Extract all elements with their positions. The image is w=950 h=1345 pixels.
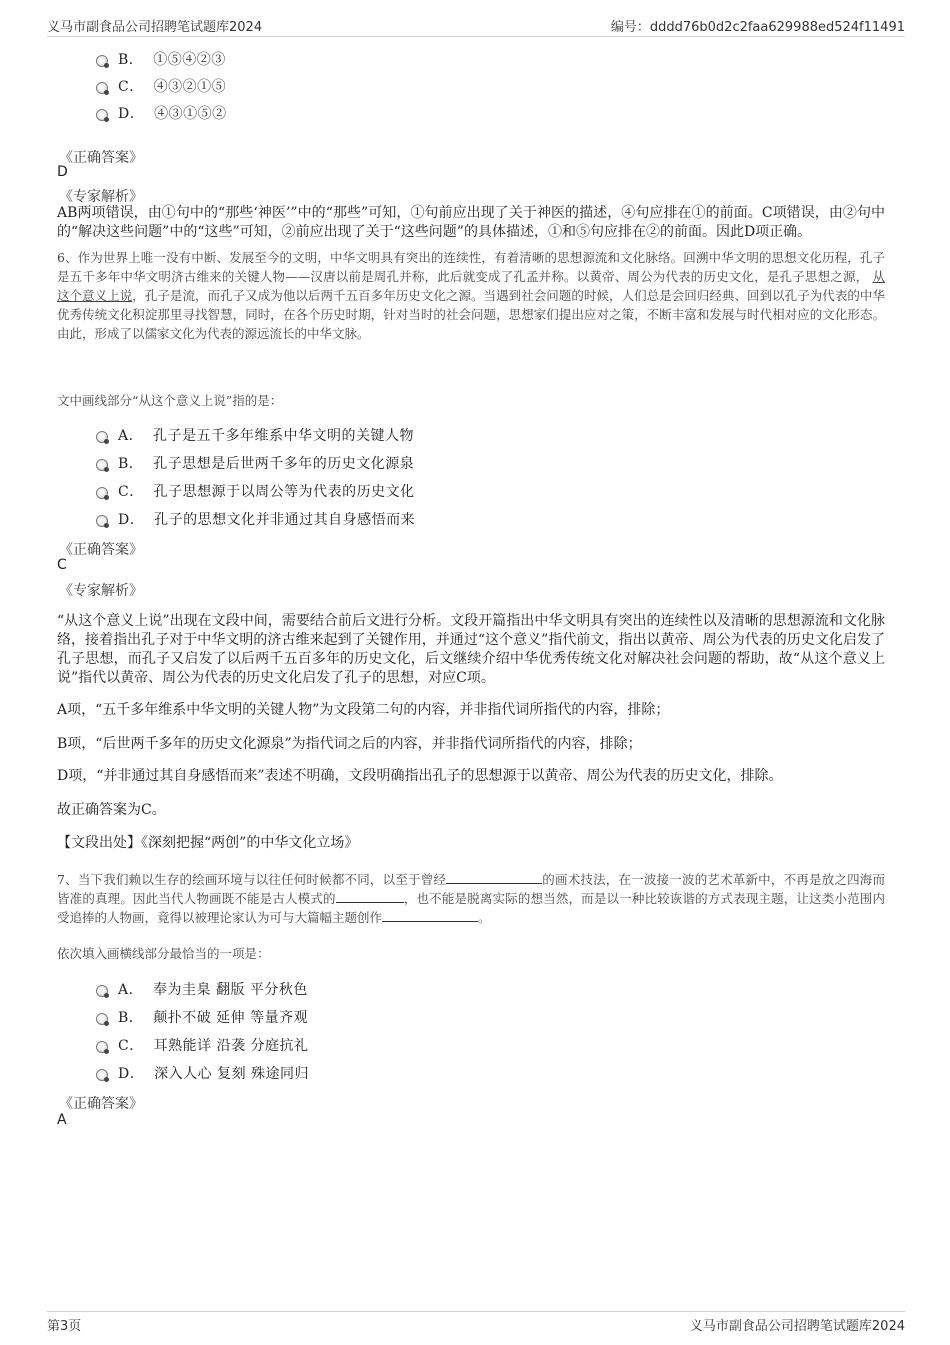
q5-analysis-label: 《专家解析》 bbox=[59, 189, 143, 205]
q6-analysis-main: “从这个意义上说”出现在文段中间，需要结合前后文进行分析。文段开篇指出中华文明具有突出的连续性以及清晰的思想源流和文化脉络，接着指出孔子对于中华文明的济古维来起到了关键作用，并通过“这个意义”指代前文，指出以黄帝、周公为代表的历史文化启发了孔子思想，而孔子又启发了以后两千五百多年的历史文化，后文继续介绍中华优秀传统文化对解决社会问题的帮助，故“从这个意义上说”指代以黄帝、周公为代表的历史文化启发了孔子的思想，对应C项。 bbox=[57, 613, 885, 686]
radio-icon[interactable] bbox=[96, 82, 108, 94]
radio-icon[interactable] bbox=[96, 431, 108, 443]
footer-page-number: 第3页 bbox=[47, 1319, 82, 1334]
q5-answer-label: 《正确答案》 bbox=[59, 150, 143, 166]
page-header bbox=[47, 14, 905, 37]
q5-answer: D bbox=[57, 164, 68, 180]
blank-3[interactable] bbox=[382, 909, 478, 922]
q6-analysis-conclusion: 故正确答案为C。 bbox=[57, 802, 166, 818]
page-footer bbox=[47, 1311, 905, 1334]
q6-answer-label: 《正确答案》 bbox=[59, 542, 143, 558]
q7-answer-label: 《正确答案》 bbox=[59, 1096, 143, 1112]
q6-analysis-a: A项，“五千多年维系中华文明的关键人物”为文段第二句的内容，并非指代词所指代的内容，排除； bbox=[57, 702, 670, 718]
q6-prompt: 文中画线部分“从这个意义上说”指的是： bbox=[57, 393, 283, 408]
q6-analysis-d: D项，“并非通过其自身感悟而来”表述不明确，文段明确指出孔子的思想源于以黄帝、周公为代表的历史文化，排除。 bbox=[57, 768, 783, 784]
blank-1[interactable] bbox=[446, 871, 542, 884]
radio-icon[interactable] bbox=[96, 985, 108, 997]
radio-icon[interactable] bbox=[96, 55, 108, 67]
radio-icon[interactable] bbox=[96, 1013, 108, 1025]
header-code: 编号：dddd76b0d2c2faa629988ed524f11491 bbox=[610, 20, 905, 35]
radio-icon[interactable] bbox=[96, 1041, 108, 1053]
radio-icon[interactable] bbox=[96, 487, 108, 499]
q6-analysis-b: B项，“后世两千多年的历史文化源泉”为指代词之后的内容，并非指代词所指代的内容，排除； bbox=[57, 736, 642, 752]
header-title: 义马市副食品公司招聘笔试题库2024 bbox=[47, 20, 263, 35]
q6-analysis-label: 《专家解析》 bbox=[59, 583, 143, 599]
q7-prompt: 依次填入画横线部分最恰当的一项是： bbox=[57, 946, 270, 961]
footer-title: 义马市副食品公司招聘笔试题库2024 bbox=[689, 1319, 905, 1334]
q6-stem: 6、作为世界上唯一没有中断、发展至今的文明，中华文明具有突出的连续性，有着清晰的思想源流和文化脉络。回溯中华文明的思想文化历程，孔子是五千多年中华文明济古维来的关键人物——汉唐以前是周孔并称，此后就变成了孔孟并称。以黄帝、周公为代表的历史文化，是孔子思想之源， 从这个意义上说，孔子是流，而孔子又成为他以后两千五百多年历史文化之源。当遇到社会问题的时候，人们总是会回归经典、回到以孔子为代表的中华优秀传统文化积淀那里寻找智慧，同时，在各个历史时期，针对当时的社会问题，思想家们提出应对之策，不断丰富和发展与时代相对应的文化形态。由此，形成了以儒家文化为代表的源远流长的中华文脉。 bbox=[57, 250, 885, 341]
radio-icon[interactable] bbox=[96, 109, 108, 121]
q7-answer: A bbox=[57, 1112, 67, 1128]
radio-icon[interactable] bbox=[96, 515, 108, 527]
q6-source: 【文段出处】《深刻把握“两创”的中华文化立场》 bbox=[57, 835, 359, 851]
radio-icon[interactable] bbox=[96, 459, 108, 471]
radio-icon[interactable] bbox=[96, 1069, 108, 1081]
q6-underlined-phrase: 从这个意义上说 bbox=[57, 269, 885, 303]
q6-answer: C bbox=[57, 557, 67, 573]
q5-analysis: AB两项错误，由①句中的“那些‘神医’”中的“那些”可知，①句前应出现了关于神医的描述，④句应排在①的前面。C项错误，由②句中的“解决这些问题”中的“这些”可知，②前应出现了关于“这些问题”的具体描述，①和⑤句应排在②的前面。因此D项正确。 bbox=[57, 205, 885, 240]
blank-2[interactable] bbox=[336, 890, 404, 903]
q7-stem: 7、当下我们赖以生存的绘画环境与以往任何时候都不同，以至于曾经 的画术技法，在一波接一波的艺术革新中，不再是放之四海而皆准的真理。因此当代人物画既不能是古人模式的 ，也不能是脱离实际的想当然，而是以一种比较诙谐的方式表现主题，让这类小范围内受追捧的人物画，竟得以被理论家认为可与大篇幅主题创作 。 bbox=[57, 872, 885, 925]
